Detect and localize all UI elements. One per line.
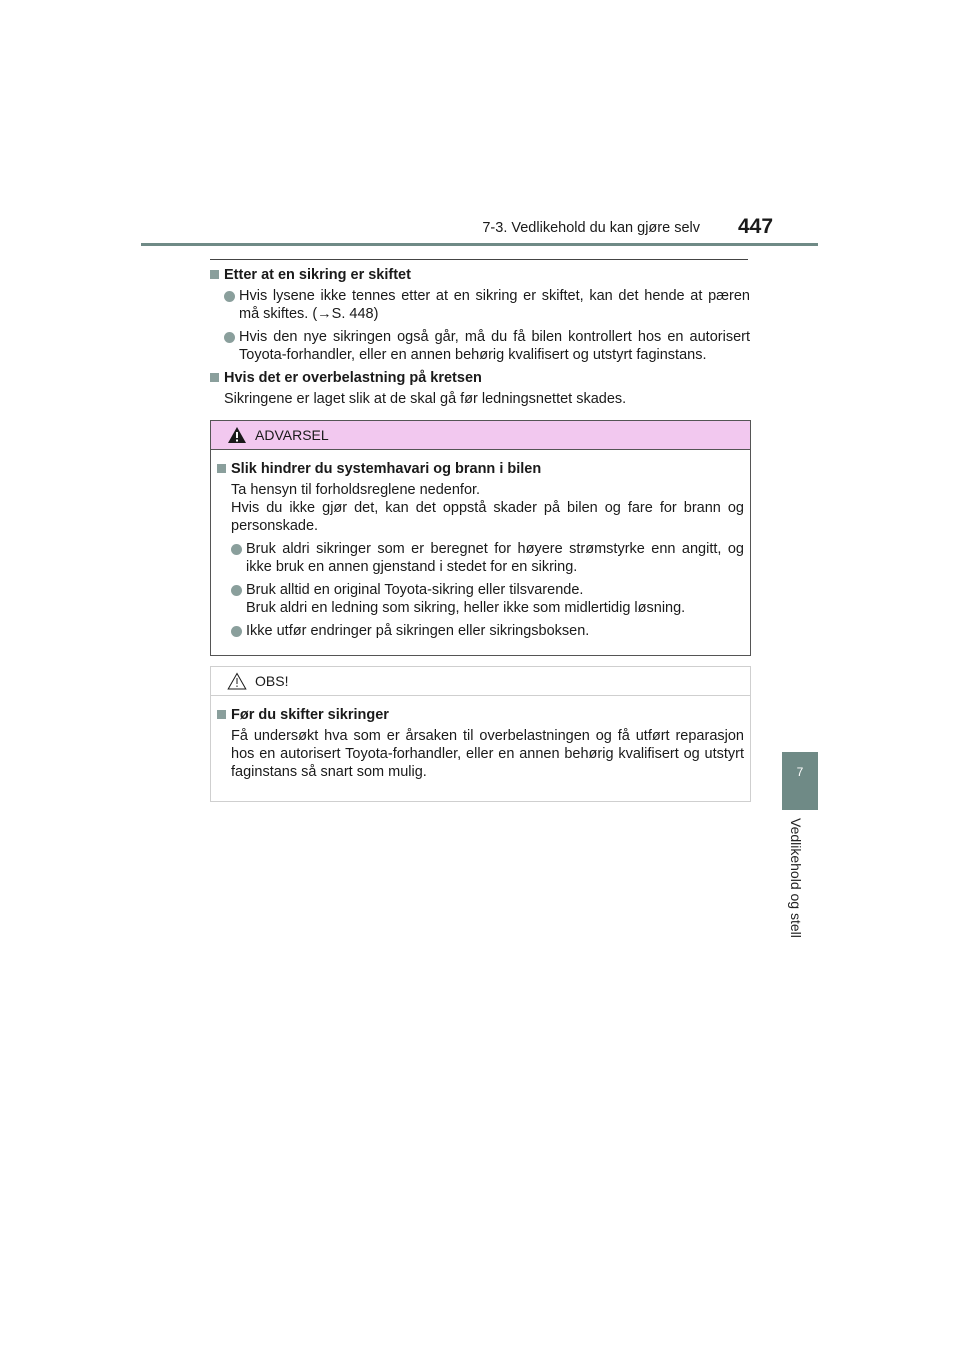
header-rule [141, 243, 818, 246]
warning-box [210, 420, 751, 656]
notice-text: Få undersøkt hva som er årsaken til overbelastningen og få utført reparasjon hos en autorisert Toyota-forhandler, eller en annen behørig kvalifisert og utstyrt faginstans så snart som mulig. [231, 728, 744, 780]
square-bullet-icon [217, 464, 226, 473]
section-heading: Hvis det er overbelastning på kretsen [210, 369, 750, 387]
notice-body [211, 696, 750, 781]
list-item: Hvis den nye sikringen også går, må du få bilen kontrollert hos en autorisert Toyota-forhandler, eller en annen behørig kvalifisert og utstyrt faginstans. [224, 328, 750, 364]
warning-title: Slik hindrer du systemhavari og brann i bilen [217, 460, 744, 478]
square-bullet-icon [210, 373, 219, 382]
notice-box [210, 666, 751, 802]
warning-label: ADVARSEL [255, 427, 329, 443]
notice-title: Før du skifter sikringer [217, 706, 744, 724]
chapter-number: 7 [796, 765, 804, 779]
chapter-tab [782, 752, 818, 810]
section-heading: Etter at en sikring er skiftet [210, 266, 750, 284]
section-text: Sikringene er laget slik at de skal gå før ledningsnettet skades. [224, 391, 627, 407]
page-number: 447 [738, 215, 774, 238]
list-item: Hvis lysene ikke tennes etter at en sikring er skiftet, kan det hende at pæren må skiftes. (→S. 448) [224, 287, 750, 323]
round-bullet-icon [224, 332, 235, 343]
square-bullet-icon [217, 710, 226, 719]
chapter-title: Vedlikehold og stell [788, 818, 804, 938]
warning-header [211, 421, 750, 450]
warning-intro: Hvis du ikke gjør det, kan det oppstå skader på bilen og fare for brann og personskade. [231, 500, 744, 534]
main-content [210, 266, 750, 412]
warning-intro: Ta hensyn til forholdsreglene nedenfor. [231, 482, 481, 498]
warning-body [211, 450, 750, 640]
round-bullet-icon [224, 291, 235, 302]
header-section-title: 7-3. Vedlikehold du kan gjøre selv [482, 220, 700, 236]
round-bullet-icon [231, 544, 242, 555]
round-bullet-icon [231, 626, 242, 637]
list-item: Bruk alltid en original Toyota-sikring eller tilsvarende. Bruk aldri en ledning som sikring, heller ikke som midlertidig løsning. [231, 581, 744, 617]
list-item: Ikke utfør endringer på sikringen eller sikringsboksen. [231, 622, 744, 640]
notice-header [211, 667, 750, 696]
square-bullet-icon [210, 270, 219, 279]
notice-label: OBS! [255, 673, 289, 689]
list-item: Bruk aldri sikringer som er beregnet for høyere strømstyrke enn angitt, og ikke bruk en annen gjenstand i stedet for en sikring. [231, 540, 744, 576]
content-rule [210, 259, 748, 260]
warning-triangle-icon [227, 426, 247, 444]
caution-triangle-icon [227, 672, 247, 690]
round-bullet-icon [231, 585, 242, 596]
